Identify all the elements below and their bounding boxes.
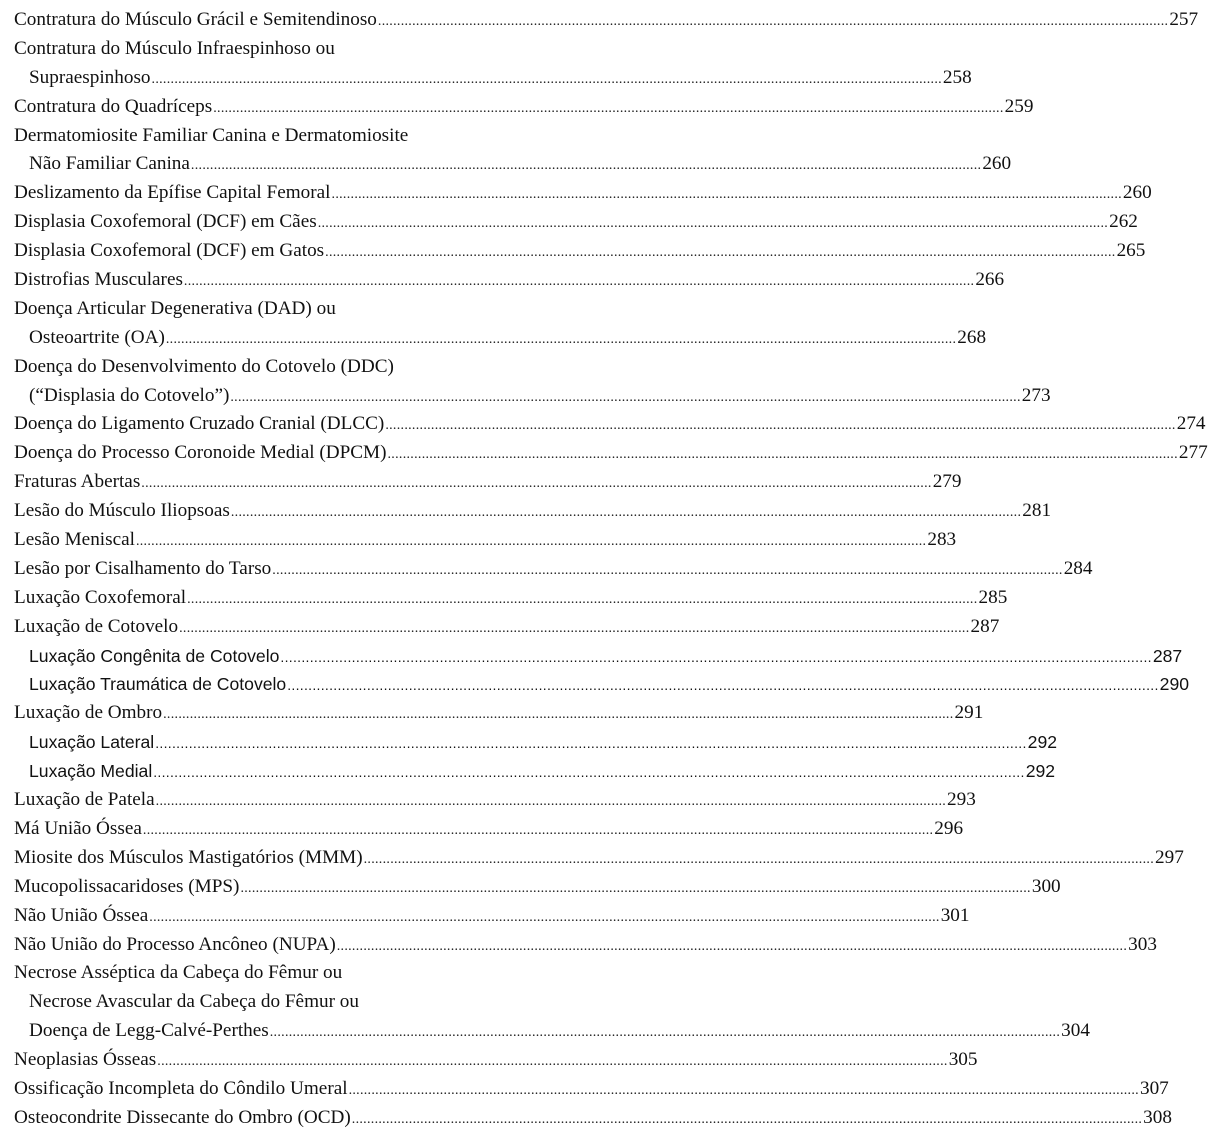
toc-entry-line [14,670,1190,699]
toc-entry-line [14,526,957,555]
toc-entry[interactable] [14,786,976,815]
toc-entry-line [14,1017,1090,1046]
toc-page-number: 290 [1159,674,1190,695]
toc-page-number: 283 [927,529,957,551]
toc-entry-title: Luxação de Patela [14,789,155,811]
toc-page-number: 262 [1109,211,1138,233]
toc-page-number: 266 [975,269,1005,291]
toc-entry-title: Luxação Medial [29,761,153,782]
toc-entry-title: Supraespinhoso [29,66,151,88]
dot-leader [337,933,1127,962]
toc-entry[interactable] [14,1104,1172,1133]
toc-entry-title: Necrose Asséptica da Cabeça do Fêmur ou [14,962,343,984]
toc-page-number: 301 [940,904,970,926]
toc-entry-line [14,584,1008,613]
toc-page-number: 296 [934,817,964,839]
dot-leader [240,875,1030,904]
toc-entry-title: Contratura do Músculo Infraespinhoso ou [14,37,335,59]
toc-entry-title: Doença do Processo Coronoide Medial (DPCM) [14,442,387,464]
toc-entry[interactable] [14,902,970,931]
toc-entry-title: Lesão do Músculo Iliopsoas [14,500,230,522]
toc-entry[interactable] [14,613,1000,642]
dot-leader [191,152,981,181]
toc-entry-title: Deslizamento da Epífise Capital Femoral [14,182,331,204]
toc-entry-line [14,555,1093,584]
toc-subentry[interactable] [14,757,1056,786]
toc-entry-title: Lesão Meniscal [14,529,135,551]
toc-entry-line [14,122,559,151]
toc-entry-title: Neoplasias Ósseas [14,1049,157,1071]
dot-leader [152,66,942,95]
dot-leader [272,557,1062,586]
toc-entry[interactable] [14,93,1034,122]
toc-entry-title: Distrofias Musculares [14,269,183,291]
toc-entry[interactable] [14,584,1008,613]
dot-leader [163,701,953,730]
dot-leader [149,904,939,933]
toc-entry-line [14,468,962,497]
dot-leader [230,384,1020,413]
toc-entry-line [14,699,984,728]
toc-page-number: 304 [1061,1020,1090,1042]
toc-entry[interactable] [14,6,1199,35]
dot-leader [388,441,1178,470]
dot-leader [153,758,1024,787]
toc-page-number: 268 [957,326,987,348]
toc-entry-line [14,295,559,324]
toc-entry-title: Displasia Coxofemoral (DCF) em Cães [14,211,317,233]
toc-entry-line [14,757,1056,786]
toc-entry[interactable] [14,179,1152,208]
toc-entry[interactable] [14,353,1051,411]
toc-page-number: 303 [1128,933,1157,955]
toc-entry[interactable] [14,959,1090,1046]
toc-entry-title: Fraturas Abertas [14,471,141,493]
toc-entry-line [14,931,1157,960]
toc-entry-line [14,786,976,815]
toc-entry[interactable] [14,35,972,93]
toc-entry-title: Contratura do Quadríceps [14,95,213,117]
toc-entry-title: Não União Óssea [14,904,149,926]
toc-entry-title: Contratura do Músculo Grácil e Semitendinoso [14,9,377,30]
toc-page-number: 287 [970,615,1000,637]
toc-entry-title: Luxação Lateral [29,732,155,753]
toc-entry[interactable] [14,844,1184,873]
dot-leader [349,1077,1139,1106]
toc-entry-line [14,6,1199,35]
toc-entry-line [14,1104,1172,1133]
toc-entry[interactable] [14,208,1138,237]
toc-entry-line [14,613,1000,642]
toc-page-number: 308 [1143,1106,1172,1128]
toc-page-number: 258 [942,66,972,88]
dot-leader [143,817,933,846]
toc-page-number: 305 [948,1049,978,1071]
toc-entry[interactable] [14,1075,1169,1104]
toc-entry-line [14,93,1034,122]
dot-leader [352,1106,1142,1135]
toc-entry-title: Dermatomiosite Familiar Canina e Dermatomiosite [14,124,409,146]
toc-entry[interactable] [14,526,957,555]
toc-entry-line [14,179,1152,208]
toc-entry-title: Necrose Avascular da Cabeça do Fêmur ou [29,991,359,1013]
toc-page-number: 284 [1063,557,1093,579]
toc-entry-title: (“Displasia do Cotovelo”) [29,384,230,406]
toc-entry-line [14,266,1005,295]
toc-page-number: 260 [982,153,1012,175]
toc-entry-line [14,439,1208,468]
toc-entry[interactable] [14,497,1052,526]
toc-entry[interactable] [14,266,1005,295]
toc-entry-title: Osteoartrite (OA) [29,326,165,348]
toc-entry[interactable] [14,237,1146,266]
toc-entry-title: Não Familiar Canina [29,153,190,175]
toc-entry-line [14,988,559,1017]
toc-entry-line [14,642,1183,671]
toc-entry[interactable] [14,410,1206,439]
toc-entry-line [14,410,1206,439]
toc-page-number: 260 [1122,182,1152,204]
dot-leader [187,586,977,615]
toc-entry-line [14,1046,978,1075]
toc-page-number: 273 [1021,384,1051,406]
dot-leader [157,1048,947,1077]
toc-page-number: 277 [1178,442,1208,464]
toc-entry-line [14,35,559,64]
toc-entry[interactable] [14,873,1061,902]
toc-page-number: 257 [1169,9,1199,30]
toc-entry[interactable] [14,439,1208,468]
toc-page-number: 307 [1139,1077,1169,1099]
toc-entry-title: Doença de Legg-Calvé-Perthes [29,1020,269,1042]
toc-entry[interactable] [14,931,1157,960]
toc-page-number: 265 [1116,240,1146,262]
dot-leader [141,470,931,499]
dot-leader [166,326,956,355]
dot-leader [184,268,974,297]
toc-entry-line [14,150,1012,179]
toc-entry-title: Má União Óssea [14,817,142,839]
toc-entry-title: Mucopolissacaridoses (MPS) [14,875,240,897]
dot-leader [155,729,1026,758]
dot-leader [318,210,1108,239]
toc-entry-title: Luxação Coxofemoral [14,586,187,608]
dot-leader [364,846,1154,875]
toc-entry-line [14,353,559,382]
toc-page-number: 291 [954,702,984,724]
toc-entry-title: Displasia Coxofemoral (DCF) em Gatos [14,240,325,262]
toc-page-number: 293 [947,789,976,811]
toc-subentry[interactable] [14,642,1183,671]
toc-entry[interactable] [14,295,987,353]
dot-leader [270,1019,1060,1048]
toc-entry[interactable] [14,555,1093,584]
toc-entry-title: Miosite dos Músculos Mastigatórios (MMM) [14,846,363,868]
toc-entry-title: Osteocondrite Dissecante do Ombro (OCD) [14,1106,351,1128]
toc-entry[interactable] [14,1046,978,1075]
dot-leader [231,499,1021,528]
toc-entry-line [14,382,1051,411]
toc-entry-title: Luxação de Cotovelo [14,615,179,637]
toc-page-number: 285 [978,586,1008,608]
toc-entry-line [14,64,972,93]
toc-entry-title: Ossificação Incompleta do Côndilo Umeral [14,1077,348,1099]
toc-entry-title: Doença Articular Degenerativa (DAD) ou [14,297,336,319]
toc-entry-title: Luxação Congênita de Cotovelo [29,645,280,666]
toc-entry-line [14,324,987,353]
dot-leader [385,412,1175,441]
dot-leader [280,643,1151,672]
toc-page-number: 292 [1027,732,1058,753]
toc-entry-line [14,728,1058,757]
toc-entry-title: Lesão por Cisalhamento do Tarso [14,557,272,579]
toc-page-number: 300 [1031,875,1061,897]
dot-leader [213,95,1003,124]
toc-entry-title: Luxação de Ombro [14,702,163,724]
toc-entry-title: Luxação Traumática de Cotovelo [29,674,287,695]
toc-entry-line [14,1075,1169,1104]
toc-subentry[interactable] [14,728,1058,757]
toc-page-number: 259 [1004,95,1034,117]
toc-entry-line [14,237,1146,266]
toc-page-number: 281 [1022,500,1052,522]
toc-page-number: 279 [932,471,962,493]
dot-leader [287,671,1158,700]
toc-entry[interactable] [14,468,962,497]
toc-entry-title: Doença do Ligamento Cruzado Cranial (DLCC) [14,413,385,435]
toc-page-number: 274 [1176,413,1206,435]
toc-entry[interactable] [14,122,1012,180]
dot-leader [325,239,1115,268]
toc-page-number: 287 [1152,645,1183,666]
toc-entry-line [14,873,1061,902]
toc-entry-title: Doença do Desenvolvimento do Cotovelo (DDC) [14,355,394,377]
toc-entry-line [14,497,1052,526]
toc-entry-line [14,844,1184,873]
toc-entry-line [14,902,970,931]
dot-leader [332,181,1122,210]
toc-entry-line [14,208,1138,237]
toc-entry-title: Não União do Processo Ancôneo (NUPA) [14,933,336,955]
toc-page-number: 297 [1155,846,1184,868]
dot-leader [179,615,969,644]
dot-leader [378,8,1168,37]
toc-page-number: 292 [1025,761,1056,782]
toc-entry-line [14,959,559,988]
toc-entry[interactable] [14,815,964,844]
toc-subentry[interactable] [14,670,1190,699]
toc-entry[interactable] [14,699,984,728]
toc-entry-line [14,815,964,844]
dot-leader [136,528,926,557]
dot-leader [156,788,946,817]
